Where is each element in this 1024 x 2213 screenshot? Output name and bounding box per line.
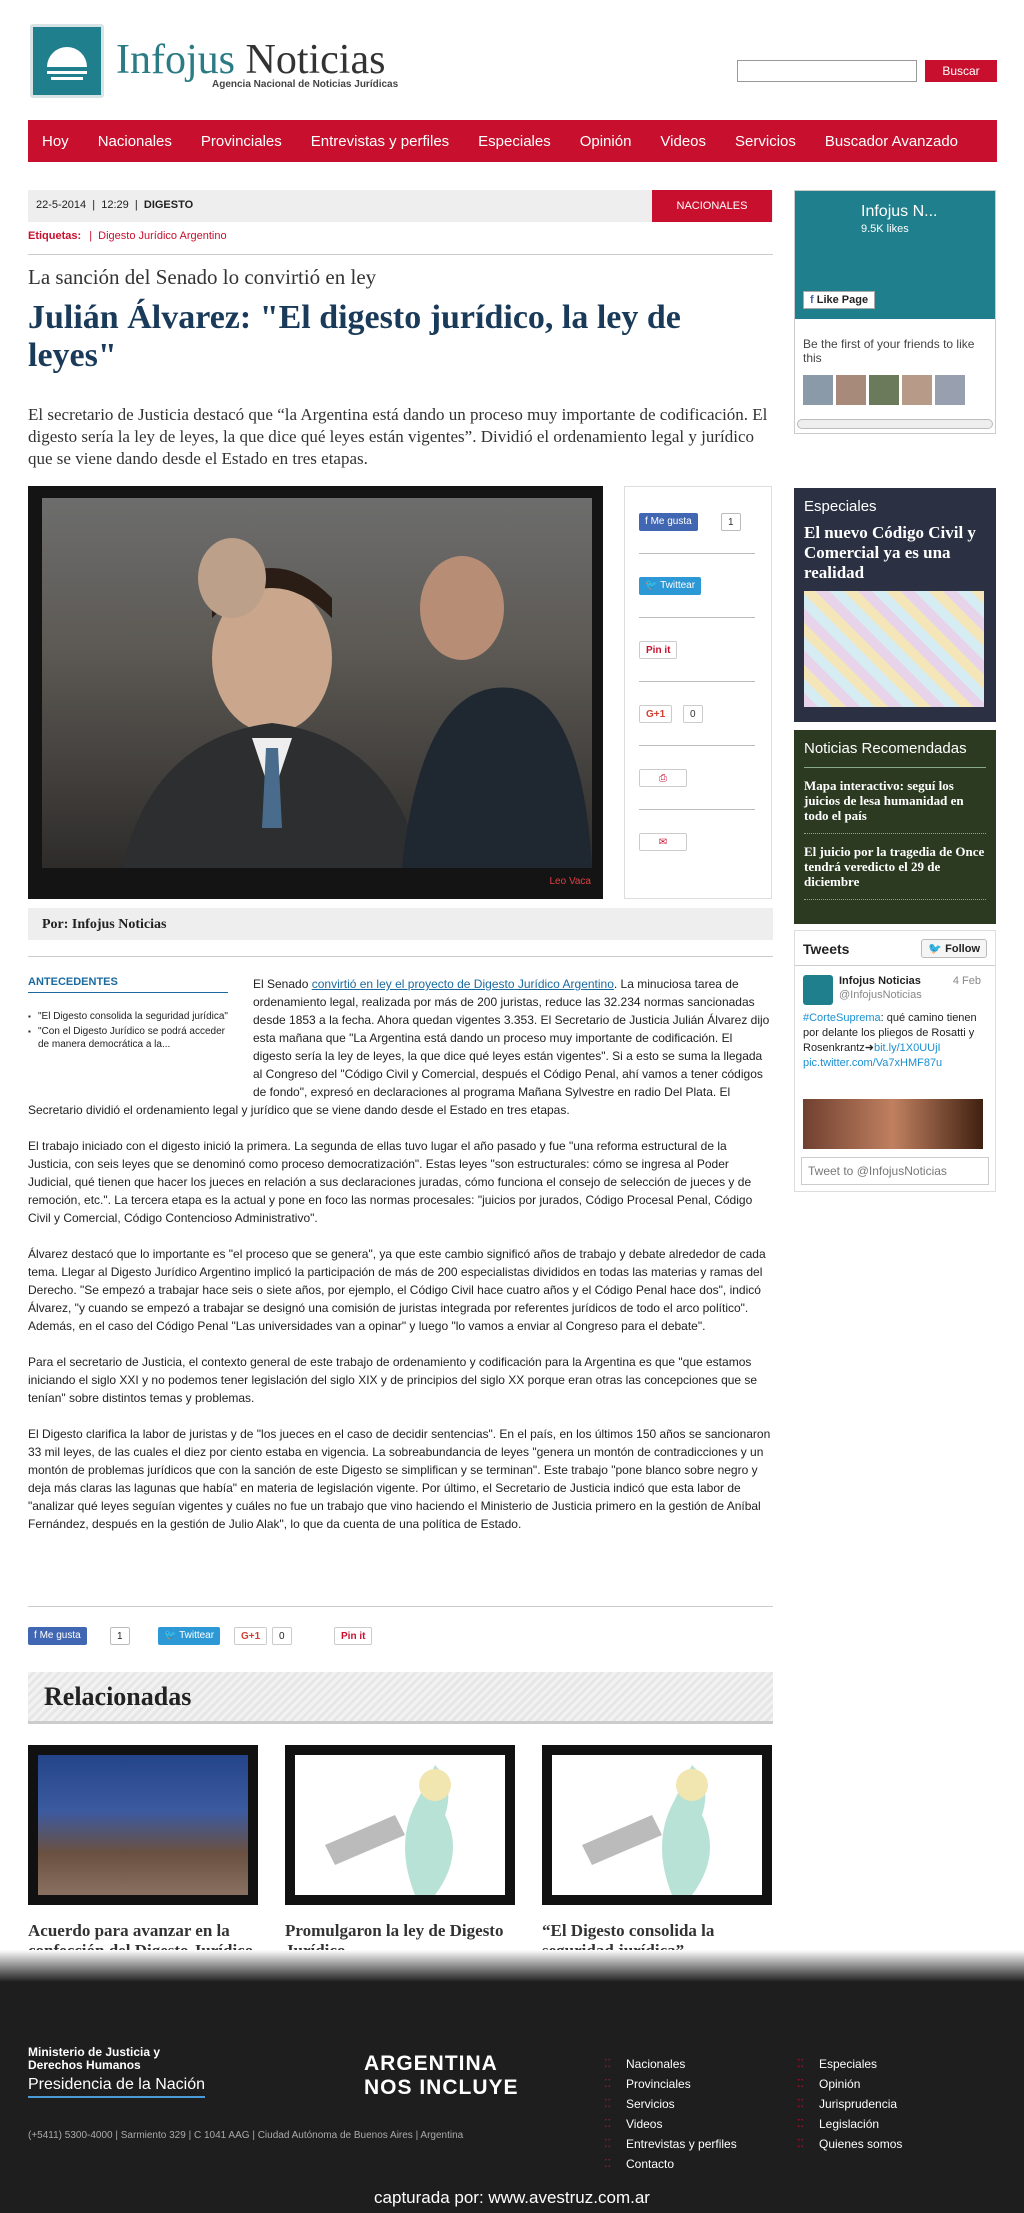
byline: Por: Infojus Noticias [28,908,773,940]
tweet-handle[interactable]: @InfojusNoticias [839,989,922,1001]
nav-item-provinciales[interactable]: Provinciales [200,132,282,150]
related-card-title: “El Digesto consolida la [542,1921,715,1940]
like-count: 1 [110,1627,130,1645]
related-image [28,1745,258,1905]
article-date: 22-5-2014 | 12:29 | DIGESTO [36,199,194,211]
antecedentes-list [28,1010,228,1053]
pinterest-button[interactable]: Pin it [334,1627,372,1645]
avatar [935,375,965,405]
antecedente-link[interactable]: ▪ "El Digesto consolida la seguridad jurídica" [28,1010,228,1023]
divider [28,254,773,255]
related-card-title: Acuerdo para avanzar en la [28,1921,230,1940]
footer-link[interactable]: ⁚⁚ Servicios [604,2094,737,2114]
related-image [285,1745,515,1905]
bottom-share-bar [28,1627,773,1649]
body-paragraph: Álvarez destacó que lo importante es "el proceso que se genera", ya que este cambio significó años de trabajo y debate alrededor de cada tema. Llegar al Digesto Jurídico Argentino implicó la participación de más de 200 especialistas divididos en todas las materias y ramas del Derecho. "Se empezó a trabajar hace seis o siete años, por ejemplo, el Código Civil hace cuatro años y el Código Penal hace dos", indicó Álvarez, "y cuando se empezó a trabajar se designó una comisión de juristas integrada por referentes jurídicos de todo el arco político". Además, en el caso del Código Penal "Las universidades van a opinar" y luego "lo vamos a enviar al Congreso para el debate". [28,1247,766,1333]
twitter-button[interactable]: 🐦 Twittear [158,1627,220,1645]
antecedentes-title: ANTECEDENTES [28,976,118,988]
site-logo[interactable] [30,24,104,98]
avatar[interactable] [803,975,833,1005]
avatar [869,375,899,405]
footer-link[interactable]: ⁚⁚ Videos [604,2114,737,2134]
presidencia-logo[interactable]: Presidencia de la Nación [28,2076,205,2098]
related-image [542,1745,772,1905]
category-badge[interactable]: NACIONALES [652,190,772,222]
related-title: Relacionadas [44,1682,192,1711]
related-card[interactable] [285,1745,515,1961]
footer-link[interactable]: ⁚⁚ Quienes somos [797,2134,902,2154]
tweet-text: #CorteSuprema: qué camino tienen por delante los pliegos de Rosatti y Rosenkrantz➜bit.ly/1X0UUjI pic.twitter.com/Va7xHMF87u [803,1012,977,1069]
print-button[interactable] [639,769,687,787]
article-kicker: La sanción del Senado lo convirtió en ley [28,265,377,289]
footer-link[interactable]: ⁚⁚ Especiales [797,2054,902,2074]
googleplus-count: 0 [272,1627,292,1645]
twitter-bird-icon: 🐦 [645,580,658,591]
googleplus-button[interactable]: G+1 [639,705,672,723]
footer-links-col1 [604,2054,737,2174]
tweets-heading: Tweets [803,941,850,957]
body-paragraph: Para el secretario de Justicia, el contexto general de este trabajo de ordenamiento y codificación para la Argentina es que "que estamos iniciando el siglo XXI y no podemos tener legislación del siglo XIX y de principios del siglo XX porque eran otras las concepciones que se tenían" sobre distintos temas y problemas. [28,1355,758,1405]
envelope-icon: ✉ [658,837,668,848]
footer-address: (+5411) 5300-4000 | Sarmiento 329 | C 1041 AAG | Ciudad Autónoma de Buenos Aires | Argentina [28,2130,464,2141]
tag-link[interactable]: Digesto Jurídico Argentino [98,230,227,242]
article-lead: El secretario de Justicia destacó que “la Argentina está dando un proceso muy importante de codificación. El digesto sería la ley de leyes, la que dice qué leyes están vigentes”. Dividió el ordenamiento legal y jurídico que se viene dando desde el Estado en tres etapas. [28,405,768,468]
recomendada-link[interactable]: Mapa interactivo: seguí los juicios de lesa humanidad en todo el país [804,767,986,834]
recomendadas-widget [794,730,996,924]
logo-wordmark[interactable]: Infojus Noticias [116,37,386,83]
recomendada-link[interactable]: El juicio por la tragedia de Once tendrá veredicto el 29 de diciembre [804,834,986,900]
facebook-like-button[interactable]: f Me gusta [28,1627,87,1645]
body-paragraph: El Digesto clarifica la labor de juristas y de "los jueces en el caso de decidir sentencias". En el país, en los últimos 150 años se sancionaron 33 mil leyes, de las cuales el diez por ciento estaba en vigencia. La sobreabundancia de leyes "genera un montón de contradicciones y un montón de problemas jurídicos que con la sanción de este Digesto se simplifican y se terminan". Este trabajo "pone blanco sobre negro y deja más claras las lagunas que había" en materia de legislación vigente. Por último, el Secretario de Justicia indicó que esta labor de "analizar qué leyes seguían vigentes y cuáles no fue un trabajo que vino haciendo el Ministerio de Justicia primero en la gestión de Aníbal Fernández, después en la gestión de Julio Alak", lo que da cuenta de una política de Estado. [28,1427,771,1531]
nav-item-nacionales[interactable]: Nacionales [97,132,172,150]
facebook-icon: f [810,294,814,306]
footer-link[interactable]: ⁚⁚ Legislación [797,2114,902,2134]
photo-image [42,498,592,868]
facebook-page-widget [794,190,996,434]
twitter-button[interactable]: 🐦 Twittear [639,577,701,595]
ministry-logo[interactable]: Ministerio de Justicia y Derechos Humanos [28,2045,161,2072]
tags-row: Etiquetas: | Digesto Jurídico Argentino [28,230,227,242]
facebook-like-button[interactable]: f Me gusta [639,513,698,531]
body-link[interactable]: convirtió en ley el proyecto de Digesto Jurídico Argentino [311,977,614,991]
email-button[interactable] [639,833,687,851]
tweet-user[interactable]: Infojus Noticias [839,975,921,987]
article-title: Julián Álvarez: "El digesto jurídico, la ley de leyes" [28,299,681,374]
like-count: 1 [721,513,741,531]
nav-item-servicios[interactable]: Servicios [735,132,796,150]
nav-item-especiales[interactable]: Especiales [478,132,551,150]
printer-icon: ⎙ [659,773,667,784]
fb-friends-text: Be the first of your friends to like this [803,337,975,365]
pinterest-button[interactable]: Pin it [639,641,677,659]
nav-item-opinion[interactable]: Opinión [579,132,632,150]
fb-page-name[interactable]: Infojus N... [861,203,938,220]
related-card-title: Promulgaron la ley de Digesto [285,1921,504,1940]
body-paragraph: El trabajo iniciado con el digesto inició la primera. La segunda de ellas tuvo lugar el año pasado y fue "una reforma estructural de la Justicia, con seis leyes que se denominó como proceso democratización". Estas leyes "son estructurales: cómo se ingresa al Poder Judicial, qué tienen que hacer los jueces en relación a sus declaraciones juradas, cómo funciona el consejo de selección de jueces y de remoción, etc.". La tercera etapa es la actual y pone en foco las normas procesales: "juicios por jurados, Código Procesal Penal, Código Civil y Comercial, Código Contencioso Administrativo". [28,1139,753,1225]
argentina-nos-incluye-logo: ARGENTINA NOS INCLUYE [364,2052,519,2099]
article-photo [28,486,603,899]
footer-link[interactable]: ⁚⁚ Contacto [604,2154,737,2174]
main-nav [28,120,997,162]
avatar [836,375,866,405]
twitter-bird-icon: 🐦 [928,943,943,955]
googleplus-count: 0 [683,705,703,723]
twitter-follow-button[interactable]: 🐦 Follow [921,939,987,958]
facebook-icon: f [645,516,648,527]
footer-link[interactable]: ⁚⁚ Opinión [797,2074,902,2094]
nav-item-buscador[interactable]: Buscador Avanzado [824,132,959,150]
footer-link[interactable]: ⁚⁚ Nacionales [604,2054,737,2074]
nav-item-hoy[interactable]: Hoy [42,132,69,150]
facebook-icon: f [34,1630,37,1641]
recomendadas-heading: Noticias Recomendadas [804,740,967,757]
especiales-image [804,591,984,707]
googleplus-button[interactable]: G+1 [234,1627,267,1645]
photo-credit: Leo Vaca [549,876,591,887]
footer-link[interactable]: ⁚⁚ Provinciales [604,2074,737,2094]
logo-sun-icon [33,27,101,95]
antecedente-link[interactable]: ▪ "Con el Digesto Jurídico se podrá acceder de manera democrática a la... [28,1025,228,1051]
avatar [803,375,833,405]
related-card[interactable] [542,1745,772,1961]
nav-item-entrevistas[interactable]: Entrevistas y perfiles [310,132,450,150]
twitter-widget [794,930,996,1192]
especiales-widget[interactable] [794,488,996,722]
especiales-title[interactable]: El nuevo Código Civil y Comercial ya es una realidad [804,523,976,582]
tweet-image[interactable] [803,1099,983,1149]
related-card[interactable] [28,1745,258,1981]
tweet-to-input[interactable]: Tweet to @InfojusNoticias [801,1157,989,1185]
especiales-heading: Especiales [804,498,877,515]
nav-item-videos[interactable]: Videos [660,132,707,150]
fb-scrollbar[interactable] [797,419,993,429]
share-box [624,486,772,899]
avatar [902,375,932,405]
tweet-date[interactable]: 4 Feb [952,975,981,987]
body-paragraph: El Senado convirtió en ley el proyecto de Digesto Jurídico Argentino. La minuciosa tarea de ordenamiento legal, realizada por más de 200 juristas, reduce las 32.234 normas sancionadas desde 1853 a la fecha. Ahora quedan vigentes 3.353. El Secretario de Justicia Julián Álvarez dijo esta mañana que "La Argentina está dando un proceso muy importante de codificación. El digesto sería la ley de leyes, la que dice qué leyes están vigentes". Si a esto se suma la llegada al Congreso del "Código Civil y Comercial, después el Código Penal, ahí vamos a tener códigos de fondo", expresó en declaraciones al programa Mañana Sylvestre en radio Del Plata. El Secretario dividió el ordenamiento legal y jurídico que se viene dando desde el Estado en tres etapas. [28,977,770,1117]
capture-watermark: capturada por: www.avestruz.com.ar [374,2188,650,2207]
footer-link[interactable]: ⁚⁚ Entrevistas y perfiles [604,2134,737,2154]
fb-friend-avatars [803,375,965,405]
search-input[interactable] [737,60,917,82]
search-button[interactable]: Buscar [925,60,997,82]
fb-like-page-button[interactable]: f Like Page [803,291,875,309]
twitter-bird-icon: 🐦 [164,1630,177,1641]
fb-likes: 9.5K likes [861,223,909,235]
footer-link[interactable]: ⁚⁚ Jurisprudencia [797,2094,902,2114]
logo-subtitle: Agencia Nacional de Noticias Jurídicas [212,79,399,90]
footer-links-col2 [797,2054,902,2154]
article-body [28,975,773,1551]
